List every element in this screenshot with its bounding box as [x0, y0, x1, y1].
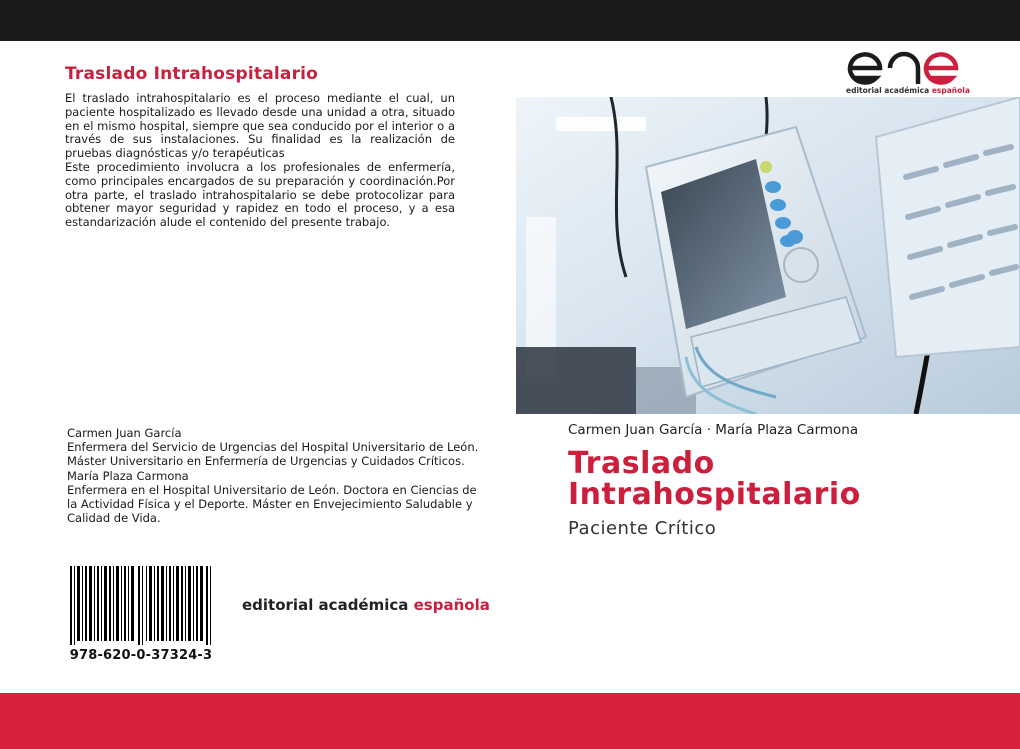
front-title-line: Intrahospitalario	[568, 477, 861, 512]
publisher-logo	[846, 50, 970, 96]
bio-line: Enfermera del Servicio de Urgencias del Hospital Universitario de León.	[67, 440, 479, 455]
blurb-paragraph: El traslado intrahospitalario es el proceso mediante el cual, un paciente hospitalizado es llevado desde una unidad a otra, situado en el mismo hospital, siempre que sea conducido por el interior o a través de sus instalaciones. Su finalidad es la realización de pruebas diagnósticas y/o terapéuticas	[65, 91, 455, 161]
bottom-bar	[0, 693, 1020, 749]
medical-monitor-image	[516, 97, 1020, 414]
barcode-icon	[68, 566, 214, 645]
blurb-paragraph: Este procedimiento involucra a los profesionales de enfermería, como principales encargados de su preparación y coordinación.Por otra parte, el traslado intrahospitalario se debe protocolizar para obtener mayor seguridad y rapidez en todo el proceso, y a esa estandarización alude el contenido del presente trabajo.	[65, 159, 455, 230]
logo-caption-part: editorial académica	[846, 86, 930, 95]
bio-line: la Actividad Física y el Deporte. Máster en Envejecimiento Saludable y	[67, 497, 473, 512]
logo-caption	[846, 86, 970, 95]
cover-photo-medical-monitor	[516, 97, 1020, 414]
front-cover-title	[568, 448, 861, 510]
bio-line: Máster Universitario en Enfermería de Urgencias y Cuidados Críticos.	[67, 454, 465, 469]
back-cover-blurb	[65, 92, 455, 230]
back-cover-title: Traslado Intrahospitalario	[65, 64, 319, 84]
bio-line: María Plaza Carmona	[67, 468, 189, 483]
back-publisher-name	[242, 596, 490, 614]
bio-line: Enfermera en el Hospital Universitario de León. Doctora en Ciencias de	[67, 482, 477, 497]
logo-caption-accent: española	[931, 86, 970, 95]
front-cover-authors: Carmen Juan García · María Plaza Carmona	[568, 422, 859, 438]
front-cover-subtitle: Paciente Crítico	[568, 518, 717, 539]
barcode-block	[68, 566, 218, 663]
bio-line: Carmen Juan García	[67, 426, 182, 440]
bio-line: Calidad de Vida.	[67, 511, 161, 526]
publisher-name-accent: española	[413, 596, 490, 614]
top-bar	[0, 0, 1020, 41]
eae-logo-icon	[846, 50, 962, 86]
author-biographies	[67, 426, 479, 526]
publisher-name-part: editorial académica	[242, 596, 409, 614]
isbn-number: 978-620-0-37324-3	[69, 648, 213, 663]
front-title-line: Traslado	[568, 446, 715, 481]
